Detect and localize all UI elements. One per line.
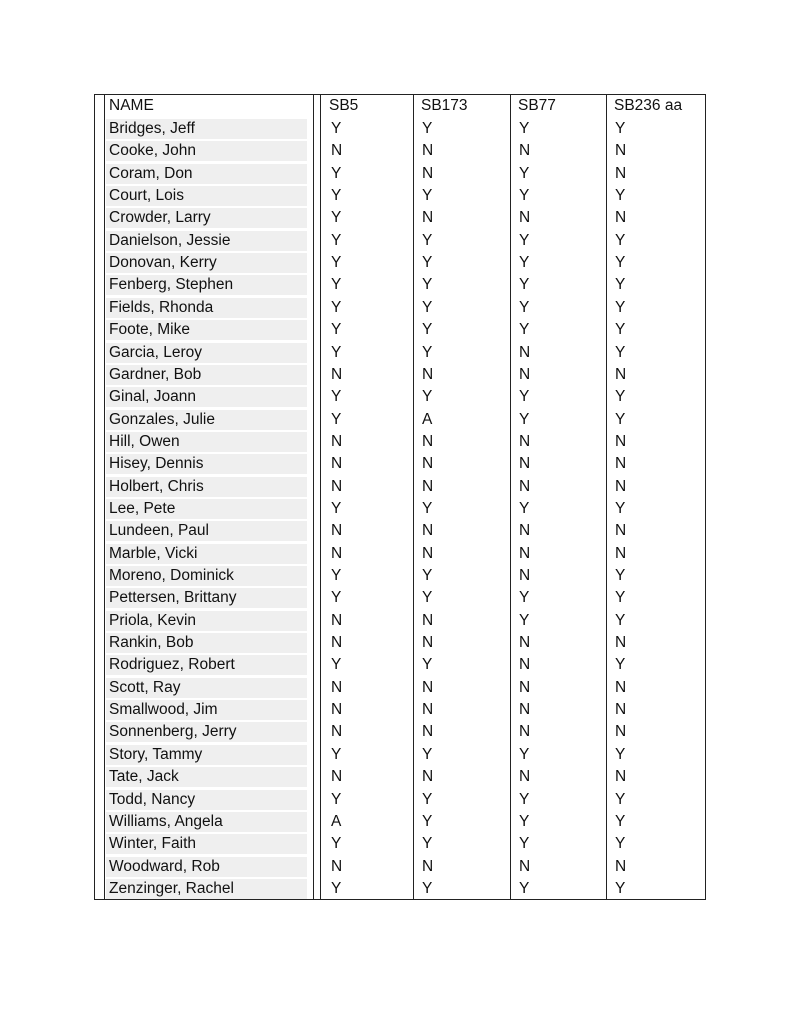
vote-cell: Y — [331, 790, 342, 808]
vote-cell: N — [331, 455, 343, 473]
vote-cell: N — [331, 611, 343, 629]
vote-cell: Y — [519, 298, 530, 316]
vote-cell: Y — [615, 388, 626, 406]
legislator-name: Crowder, Larry — [109, 209, 211, 227]
vote-cell: N — [615, 768, 627, 786]
vote-cell: Y — [519, 164, 530, 182]
vote-cell: Y — [422, 879, 433, 897]
legislator-name: Donovan, Kerry — [109, 254, 217, 272]
vote-cell: Y — [615, 321, 626, 339]
vote-cell: N — [331, 723, 343, 741]
vote-cell: Y — [331, 589, 342, 607]
vote-cell: N — [615, 634, 627, 652]
vote-cell: Y — [519, 499, 530, 517]
legislator-name: Fenberg, Stephen — [109, 276, 234, 294]
vote-cell: Y — [331, 298, 342, 316]
header-sb173: SB173 — [421, 97, 468, 114]
vote-cell: N — [519, 544, 531, 562]
vote-cell: N — [519, 768, 531, 786]
vote-cell: Y — [615, 187, 626, 205]
vote-cell: Y — [519, 835, 530, 853]
vote-cell: Y — [519, 790, 530, 808]
legislator-name: Todd, Nancy — [109, 790, 196, 808]
legislator-name: Coram, Don — [109, 164, 193, 182]
vote-cell: Y — [331, 656, 342, 674]
vote-cell: Y — [519, 812, 530, 830]
vote-cell: Y — [422, 567, 433, 584]
legislator-name: Foote, Mike — [109, 321, 190, 339]
legislator-name: Tate, Jack — [109, 768, 179, 786]
vote-cell: N — [331, 432, 343, 450]
vote-cell: N — [331, 142, 343, 160]
legislator-name: Bridges, Jeff — [109, 120, 195, 137]
legislator-name: Story, Tammy — [109, 745, 203, 763]
vote-cell: Y — [519, 745, 530, 763]
vote-cell: Y — [519, 410, 530, 428]
vote-cell: Y — [615, 879, 626, 897]
vote-cell: Y — [331, 410, 342, 428]
vote-cell: Y — [331, 835, 342, 853]
vote-cell: N — [615, 432, 627, 450]
vote-cell: N — [519, 723, 531, 741]
vote-cell: N — [422, 634, 434, 652]
vote-cell: N — [615, 678, 627, 696]
vote-cell: N — [422, 611, 434, 629]
vote-cell: Y — [331, 231, 342, 249]
vote-cell: Y — [519, 276, 530, 294]
vote-cell: N — [422, 701, 434, 719]
vote-cell: Y — [422, 745, 433, 763]
vote-cell: Y — [422, 656, 433, 674]
vote-cell: Y — [331, 388, 342, 406]
legislator-name: Lee, Pete — [109, 499, 176, 517]
vote-cell: N — [422, 164, 434, 182]
vote-cell: N — [519, 432, 531, 450]
vote-cell: N — [422, 365, 434, 383]
legislator-name: Gonzales, Julie — [109, 410, 215, 428]
vote-cell: Y — [615, 745, 626, 763]
vote-cell: Y — [422, 499, 433, 517]
vote-cell: Y — [615, 812, 626, 830]
legislator-name: Priola, Kevin — [109, 611, 197, 629]
vote-cell: Y — [615, 298, 626, 316]
vote-cell: N — [615, 701, 627, 719]
legislator-name: Smallwood, Jim — [109, 701, 218, 719]
vote-cell: Y — [331, 254, 342, 272]
vote-cell: N — [422, 432, 434, 450]
legislator-name: Court, Lois — [109, 187, 184, 205]
vote-cell: N — [615, 857, 627, 875]
vote-cell: Y — [615, 835, 626, 853]
vote-cell: N — [519, 701, 531, 719]
vote-cell: N — [331, 701, 343, 719]
vote-cell: Y — [331, 745, 342, 763]
vote-cell: N — [615, 365, 627, 383]
vote-cell: N — [615, 455, 627, 473]
header-sb236: SB236 aa — [614, 97, 683, 114]
vote-cell: Y — [422, 589, 433, 607]
vote-cell: N — [519, 455, 531, 473]
vote-cell: N — [422, 768, 434, 786]
vote-cell: Y — [331, 343, 342, 361]
vote-cell: Y — [422, 276, 433, 294]
vote-cell: Y — [331, 276, 342, 294]
legislator-name: Holbert, Chris — [109, 477, 204, 495]
vote-cell: N — [519, 477, 531, 495]
vote-cell: Y — [615, 589, 626, 607]
column-divider — [606, 94, 607, 900]
vote-cell: N — [615, 209, 627, 227]
vote-cell: Y — [422, 790, 433, 808]
legislator-name: Marble, Vicki — [109, 544, 198, 562]
vote-cell: Y — [331, 879, 342, 897]
vote-cell: N — [615, 164, 627, 182]
legislator-name: Williams, Angela — [109, 812, 223, 830]
vote-cell: N — [331, 477, 343, 495]
vote-cell: N — [519, 678, 531, 696]
vote-cell: Y — [422, 835, 433, 853]
vote-cell: Y — [331, 499, 342, 517]
vote-cell: N — [519, 522, 531, 540]
vote-cell: Y — [519, 879, 530, 897]
vote-cell: N — [519, 142, 531, 160]
legislator-name: Ginal, Joann — [109, 388, 197, 406]
vote-cell: N — [422, 209, 434, 227]
vote-cell: Y — [519, 231, 530, 249]
vote-cell: Y — [422, 812, 433, 830]
legislator-name: Sonnenberg, Jerry — [109, 723, 237, 741]
header-name: NAME — [109, 97, 154, 114]
vote-cell: N — [331, 768, 343, 786]
legislator-name: Woodward, Rob — [109, 857, 220, 875]
legislator-name: Scott, Ray — [109, 678, 181, 696]
legislator-name: Rodriguez, Robert — [109, 656, 235, 674]
vote-cell: Y — [331, 567, 342, 584]
vote-cell: N — [519, 634, 531, 652]
vote-cell: Y — [615, 231, 626, 249]
legislator-name: Rankin, Bob — [109, 634, 194, 652]
vote-cell: N — [331, 857, 343, 875]
vote-cell: N — [615, 723, 627, 741]
vote-cell: Y — [615, 410, 626, 428]
legislator-name: Fields, Rhonda — [109, 298, 214, 316]
legislator-name: Hill, Owen — [109, 432, 180, 450]
vote-cell: N — [331, 544, 343, 562]
vote-cell: N — [422, 857, 434, 875]
vote-cell: Y — [422, 388, 433, 406]
vote-cell: Y — [615, 120, 626, 137]
vote-cell: Y — [519, 589, 530, 607]
vote-cell: Y — [331, 120, 342, 137]
vote-cell: Y — [422, 298, 433, 316]
vote-cell: N — [331, 678, 343, 696]
vote-cell: Y — [422, 343, 433, 361]
vote-cell: N — [422, 455, 434, 473]
vote-cell: N — [519, 857, 531, 875]
column-divider — [510, 94, 511, 900]
vote-cell: Y — [331, 321, 342, 339]
legislator-name: Gardner, Bob — [109, 365, 202, 383]
vote-cell: Y — [331, 164, 342, 182]
vote-cell: N — [331, 634, 343, 652]
vote-cell: Y — [331, 209, 342, 227]
vote-cell: Y — [519, 388, 530, 406]
legislator-name: Danielson, Jessie — [109, 231, 231, 249]
vote-cell: N — [519, 365, 531, 383]
vote-cell: N — [422, 544, 434, 562]
vote-cell: Y — [422, 120, 433, 137]
vote-cell: N — [615, 522, 627, 540]
vote-cell: Y — [422, 321, 433, 339]
vote-cell: Y — [422, 254, 433, 272]
vote-cell: N — [519, 209, 531, 227]
legislator-name: Zenzinger, Rachel — [109, 879, 234, 897]
legislator-name: Pettersen, Brittany — [109, 589, 237, 607]
vote-cell: Y — [331, 187, 342, 205]
vote-cell: N — [422, 477, 434, 495]
header-sb5: SB5 — [329, 97, 359, 114]
legislator-name: Moreno, Dominick — [109, 567, 234, 584]
vote-cell: Y — [615, 254, 626, 272]
vote-cell: Y — [615, 611, 626, 629]
column-divider — [320, 94, 321, 900]
vote-cell: Y — [519, 254, 530, 272]
vote-cell: Y — [615, 343, 626, 361]
legislator-name: Cooke, John — [109, 142, 197, 160]
vote-cell: Y — [615, 567, 626, 584]
vote-cell: Y — [519, 120, 530, 137]
vote-cell: Y — [422, 187, 433, 205]
vote-cell: N — [422, 522, 434, 540]
vote-cell: Y — [519, 187, 530, 205]
header-sb77: SB77 — [518, 97, 556, 114]
legislator-name: Hisey, Dennis — [109, 455, 204, 473]
vote-cell: N — [519, 343, 531, 361]
vote-cell: Y — [615, 656, 626, 674]
vote-cell: N — [615, 544, 627, 562]
vote-cell: Y — [615, 499, 626, 517]
column-divider — [413, 94, 414, 900]
vote-cell: Y — [615, 276, 626, 294]
vote-cell: A — [422, 410, 433, 428]
vote-cell: N — [615, 477, 627, 495]
vote-cell: N — [422, 678, 434, 696]
vote-cell: N — [615, 142, 627, 160]
vote-cell: N — [519, 567, 531, 584]
vote-cell: N — [519, 656, 531, 674]
vote-cell: Y — [422, 231, 433, 249]
vote-cell: Y — [519, 611, 530, 629]
vote-cell: N — [422, 142, 434, 160]
vote-cell: N — [331, 365, 343, 383]
legislator-name: Garcia, Leroy — [109, 343, 203, 361]
legislator-name: Winter, Faith — [109, 835, 196, 853]
legislator-name: Lundeen, Paul — [109, 522, 209, 540]
vote-cell: N — [422, 723, 434, 741]
vote-cell: N — [331, 522, 343, 540]
vote-cell: Y — [615, 790, 626, 808]
vote-cell: Y — [519, 321, 530, 339]
vote-cell: A — [331, 812, 342, 830]
